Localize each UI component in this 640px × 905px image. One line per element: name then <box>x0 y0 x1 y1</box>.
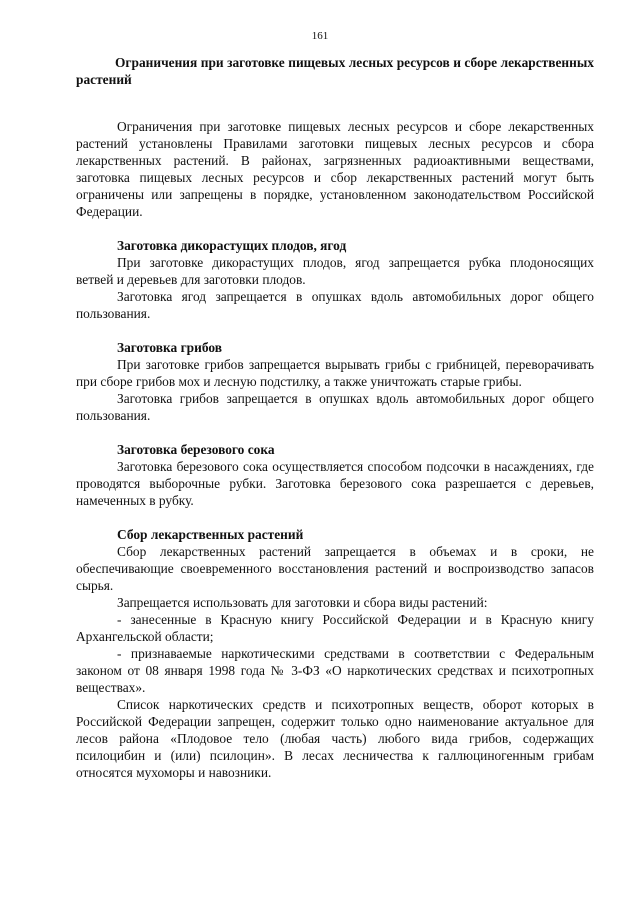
section-heading: Заготовка дикорастущих плодов, ягод <box>117 238 347 253</box>
list-item: - занесенные в Красную книгу Российской Федерации и в Красную книгу Архангельской области; <box>76 612 594 644</box>
section-wild-fruits <box>76 237 594 322</box>
section-medicinal-plants <box>76 526 594 781</box>
document-title: Ограничения при заготовке пищевых лесных ресурсов и сборе лекарственных растений <box>76 55 594 87</box>
section-heading: Заготовка грибов <box>117 340 222 355</box>
section-birch-sap <box>76 441 594 509</box>
page-content <box>76 54 594 781</box>
paragraph: Запрещается использовать для заготовки и сбора виды растений: <box>117 595 488 610</box>
section-heading: Заготовка березового сока <box>117 442 275 457</box>
paragraph: Заготовка ягод запрещается в опушках вдоль автомобильных дорог общего пользования. <box>76 289 594 321</box>
section-mushrooms <box>76 339 594 424</box>
paragraph: Список наркотических средств и психотропных веществ, оборот которых в Российской Федерации запрещен, содержит только одно наименование актуальное для лесов района «Плодовое тело (любая часть) любого вида грибов, содержащих псилоцибин и (или) псилоцин». В лесах лесничества к галлюциногенным грибам относятся мухоморы и навозники. <box>76 697 594 780</box>
paragraph: При заготовке грибов запрещается вырывать грибы с грибницей, переворачивать при сборе грибов мох и лесную подстилку, а также уничтожать старые грибы. <box>76 357 594 389</box>
paragraph: Заготовка грибов запрещается в опушках вдоль автомобильных дорог общего пользования. <box>76 391 594 423</box>
paragraph: При заготовке дикорастущих плодов, ягод запрещается рубка плодоносящих ветвей и деревьев для заготовки плодов. <box>76 255 594 287</box>
paragraph: Заготовка березового сока осуществляется способом подсочки в насаждениях, где проводятся выборочные рубки. Заготовка березового сока разрешается с деревьев, намеченных в рубку. <box>76 459 594 508</box>
list-item: - признаваемые наркотическими средствами в соответствии с Федеральным законом от 08 января 1998 года № 3-ФЗ «О наркотических средствах и психотропных веществах». <box>76 646 594 695</box>
page-number: 161 <box>311 30 329 42</box>
paragraph: Сбор лекарственных растений запрещается в объемах и в сроки, не обеспечивающие своевременного восстановления растений и воспроизводство запасов сырья. <box>76 544 594 593</box>
section-heading: Сбор лекарственных растений <box>117 527 304 542</box>
intro-paragraph: Ограничения при заготовке пищевых лесных ресурсов и сборе лекарственных растений установлены Правилами заготовки пищевых лесных ресурсов и сбора лекарственных растений. В районах, загрязненных радиоактивными веществами, заготовка пищевых лесных ресурсов и сбор лекарственных растений могут быть ограничены или запрещены в порядке, установленном законодательством Российской Федерации. <box>76 119 594 219</box>
